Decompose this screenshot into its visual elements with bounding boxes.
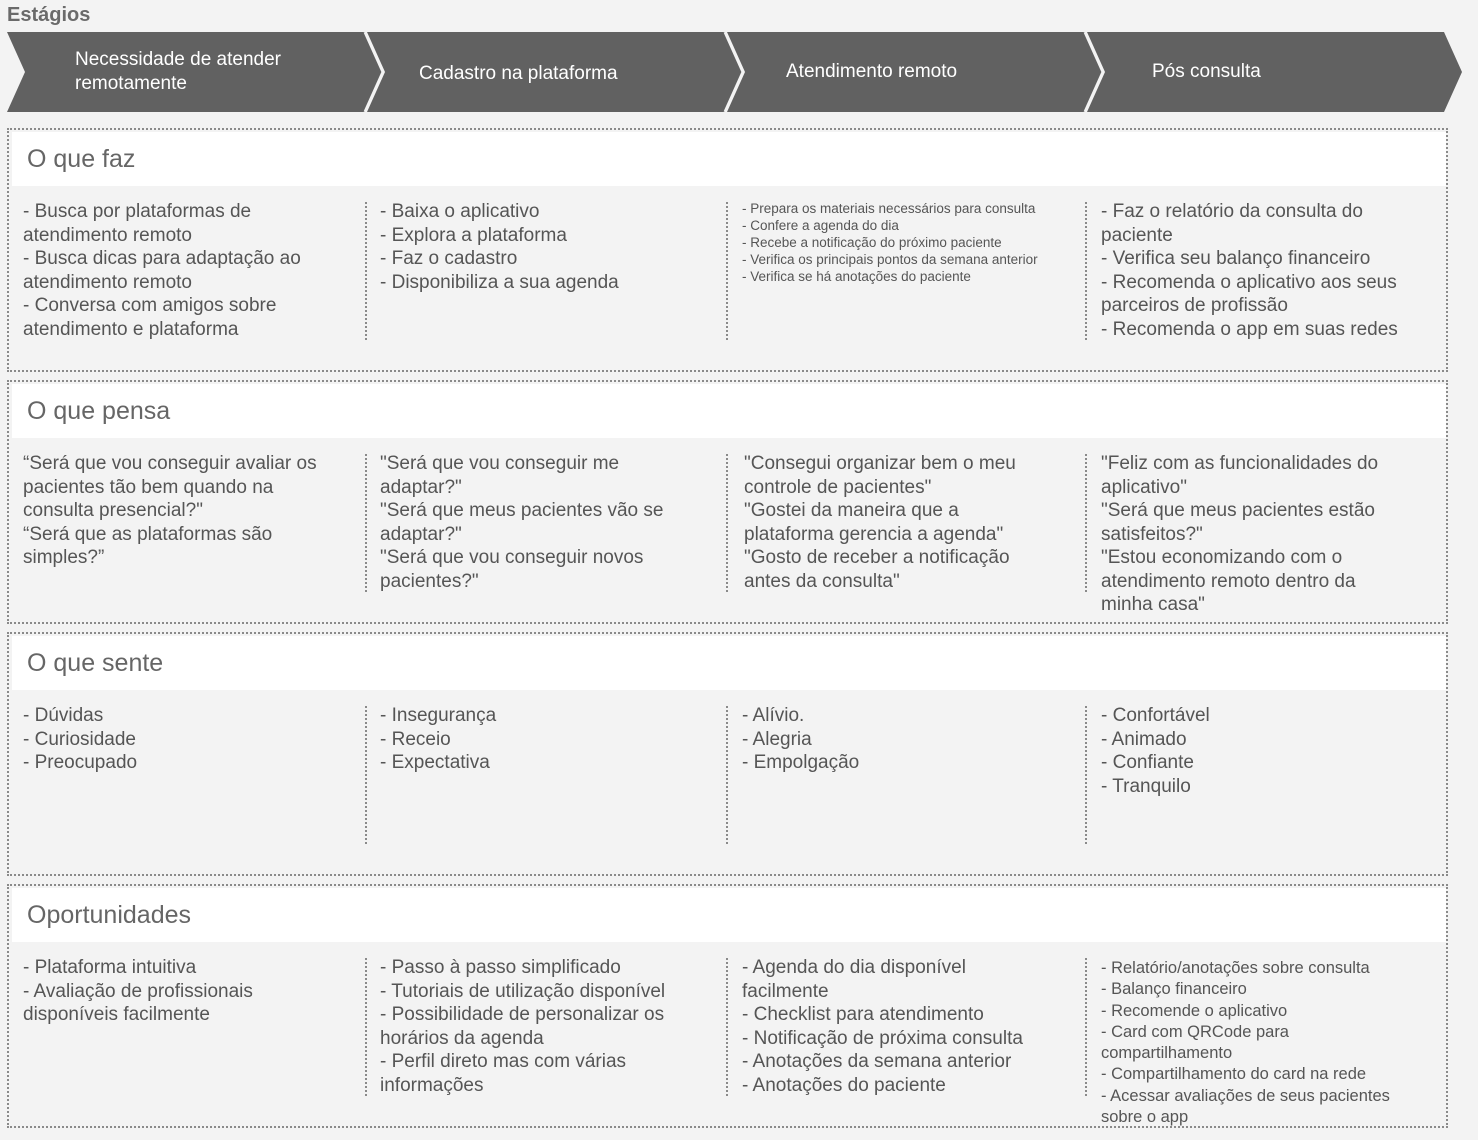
column-stage-3	[742, 200, 1038, 285]
list-item: antes da consulta"	[744, 570, 900, 592]
column-divider	[365, 202, 367, 340]
stage-4-label	[1152, 32, 1261, 112]
list-item: - Tutoriais de utilização disponível	[380, 980, 666, 1002]
list-item: - Alegria	[742, 728, 812, 750]
list-item: - Dúvidas	[23, 705, 104, 726]
column-stage-3	[742, 956, 1023, 1097]
stage-2-label	[419, 34, 618, 114]
column-stage-4	[1101, 200, 1398, 341]
list-item: - Verifica seu balanço financeiro	[1101, 248, 1371, 269]
list-item: minha casa"	[1101, 594, 1205, 615]
list-item: "Será que vou conseguir me	[380, 453, 620, 474]
column-stage-1	[23, 956, 253, 1027]
list-item: - Preocupado	[23, 752, 138, 773]
list-item: - Recomenda o aplicativo aos seus	[1101, 271, 1397, 293]
list-item: - Recomende o aplicativo	[1101, 1001, 1288, 1020]
list-item: informações	[380, 1074, 484, 1096]
list-item: “Será que as plataformas são	[23, 523, 273, 545]
list-item: - Acessar avaliações de seus pacientes	[1101, 1086, 1390, 1105]
list-item: - Insegurança	[380, 705, 497, 726]
list-item: - Checklist para atendimento	[742, 1004, 984, 1025]
list-item: "Será que meus pacientes estão	[1101, 500, 1375, 521]
list-item: - Compartilhamento do card na rede	[1101, 1065, 1367, 1084]
list-item: - Relatório/anotações sobre consulta	[1101, 959, 1370, 977]
stage-1-label	[75, 32, 281, 112]
column-divider	[365, 958, 367, 1096]
list-item: - Empolgação	[742, 752, 860, 773]
column-stage-2	[380, 200, 619, 294]
list-item: sobre o app	[1101, 1108, 1189, 1127]
list-item: - Anotações do paciente	[742, 1074, 946, 1096]
stages-title: Estágios	[7, 4, 91, 26]
list-item: - Animado	[1101, 728, 1187, 750]
stages-bar	[7, 32, 1462, 112]
list-item: "Será que meus pacientes vão se	[380, 500, 664, 521]
column-stage-4	[1101, 704, 1210, 798]
column-stage-3	[744, 452, 1016, 593]
section-title: O que faz	[12, 132, 1446, 186]
list-item: - Faz o cadastro	[380, 248, 518, 269]
column-divider	[726, 454, 728, 592]
section-title: Oportunidades	[12, 888, 1446, 942]
list-item: - Plataforma intuitiva	[23, 957, 197, 978]
list-item: - Tranquilo	[1101, 775, 1191, 797]
list-item: - Disponibiliza a sua agenda	[380, 271, 619, 293]
list-item: - Confere a agenda do dia	[742, 218, 899, 233]
section-o-que-pensa	[7, 380, 1448, 624]
column-divider	[726, 202, 728, 340]
column-divider	[1085, 202, 1087, 340]
column-stage-2	[380, 956, 665, 1097]
column-divider	[726, 958, 728, 1096]
list-item: - Notificação de próxima consulta	[742, 1027, 1023, 1049]
column-stage-4	[1101, 452, 1378, 617]
section-oportunidades	[7, 884, 1448, 1128]
column-stage-2	[380, 452, 663, 593]
list-item: adaptar?"	[380, 476, 462, 498]
list-item: consulta presencial?"	[23, 500, 203, 521]
column-stage-1	[23, 452, 317, 570]
list-item: compartilhamento	[1101, 1044, 1233, 1063]
column-divider	[1085, 454, 1087, 592]
list-item: "Consegui organizar bem o meu	[744, 453, 1016, 474]
column-stage-1	[23, 704, 137, 775]
list-item: pacientes?"	[380, 570, 479, 592]
section-o-que-faz	[7, 128, 1448, 372]
list-item: - Busca dicas para adaptação ao	[23, 248, 301, 269]
list-item: - Possibilidade de personalizar os	[380, 1004, 665, 1025]
column-stage-4	[1101, 958, 1390, 1128]
list-item: - Alívio.	[742, 705, 805, 726]
list-item: - Confiante	[1101, 752, 1194, 773]
stage-label-line: Necessidade de atender	[75, 49, 281, 70]
list-item: "Feliz com as funcionalidades do	[1101, 453, 1379, 474]
column-stage-1	[23, 200, 301, 341]
list-item: - Perfil direto mas com várias	[380, 1051, 627, 1072]
list-item: - Balanço financeiro	[1101, 980, 1247, 999]
stage-label-line: remotamente	[75, 73, 187, 94]
list-item: - Recomenda o app em suas redes	[1101, 318, 1398, 340]
list-item: “Será que vou conseguir avaliar os	[23, 453, 317, 474]
list-item: atendimento remoto	[23, 271, 192, 293]
list-item: - Expectativa	[380, 752, 490, 773]
column-divider	[1085, 706, 1087, 844]
list-item: - Card com QRCode para	[1101, 1022, 1289, 1041]
list-item: atendimento remoto dentro da	[1101, 570, 1356, 592]
column-divider	[726, 706, 728, 844]
list-item: "Estou economizando com o	[1101, 547, 1343, 568]
section-o-que-sente	[7, 632, 1448, 876]
list-item: - Anotações da semana anterior	[742, 1051, 1012, 1072]
list-item: "Gostei da maneira que a	[744, 500, 959, 521]
list-item: - Prepara os materiais necessários para consulta	[742, 201, 1036, 216]
stage-3-label	[786, 32, 957, 112]
list-item: - Explora a plataforma	[380, 224, 567, 246]
list-item: plataforma gerencia a agenda"	[744, 523, 1004, 545]
list-item: atendimento remoto	[23, 224, 192, 246]
stage-label-line: Pós consulta	[1152, 61, 1261, 82]
section-title: O que pensa	[12, 384, 1446, 438]
column-stage-3	[742, 704, 859, 775]
column-divider	[365, 454, 367, 592]
column-divider	[365, 706, 367, 844]
list-item: parceiros de profissão	[1101, 295, 1288, 316]
list-item: - Curiosidade	[23, 728, 136, 750]
list-item: - Conversa com amigos sobre	[23, 295, 277, 316]
list-item: horários da agenda	[380, 1027, 544, 1049]
list-item: atendimento e plataforma	[23, 318, 239, 340]
list-item: - Passo à passo simplificado	[380, 957, 621, 978]
list-item: "Será que vou conseguir novos	[380, 547, 644, 568]
list-item: disponíveis facilmente	[23, 1004, 210, 1025]
list-item: - Confortável	[1101, 705, 1210, 726]
column-divider	[1085, 958, 1087, 1096]
list-item: "Gosto de receber a notificação	[744, 547, 1010, 568]
list-item: pacientes tão bem quando na	[23, 476, 274, 498]
list-item: - Busca por plataformas de	[23, 201, 252, 222]
list-item: - Faz o relatório da consulta do	[1101, 201, 1363, 222]
stage-label-line: Atendimento remoto	[786, 61, 958, 82]
list-item: - Receio	[380, 728, 451, 750]
list-item: - Avaliação de profissionais	[23, 980, 253, 1002]
list-item: - Verifica os principais pontos da semana anterior	[742, 252, 1038, 267]
list-item: simples?”	[23, 547, 105, 568]
list-item: controle de pacientes"	[744, 476, 932, 498]
list-item: paciente	[1101, 224, 1173, 246]
list-item: aplicativo"	[1101, 476, 1187, 498]
list-item: facilmente	[742, 980, 829, 1002]
list-item: - Recebe a notificação do próximo paciente	[742, 235, 1002, 250]
list-item: satisfeitos?"	[1101, 523, 1203, 545]
list-item: - Agenda do dia disponível	[742, 957, 966, 978]
stage-label-line: Cadastro na plataforma	[419, 63, 618, 84]
column-stage-2	[380, 704, 496, 775]
list-item: adaptar?"	[380, 523, 462, 545]
stage-chevron-4	[1087, 32, 1462, 112]
list-item: - Verifica se há anotações do paciente	[742, 269, 971, 284]
list-item: - Baixa o aplicativo	[380, 201, 540, 222]
section-title: O que sente	[12, 636, 1446, 690]
